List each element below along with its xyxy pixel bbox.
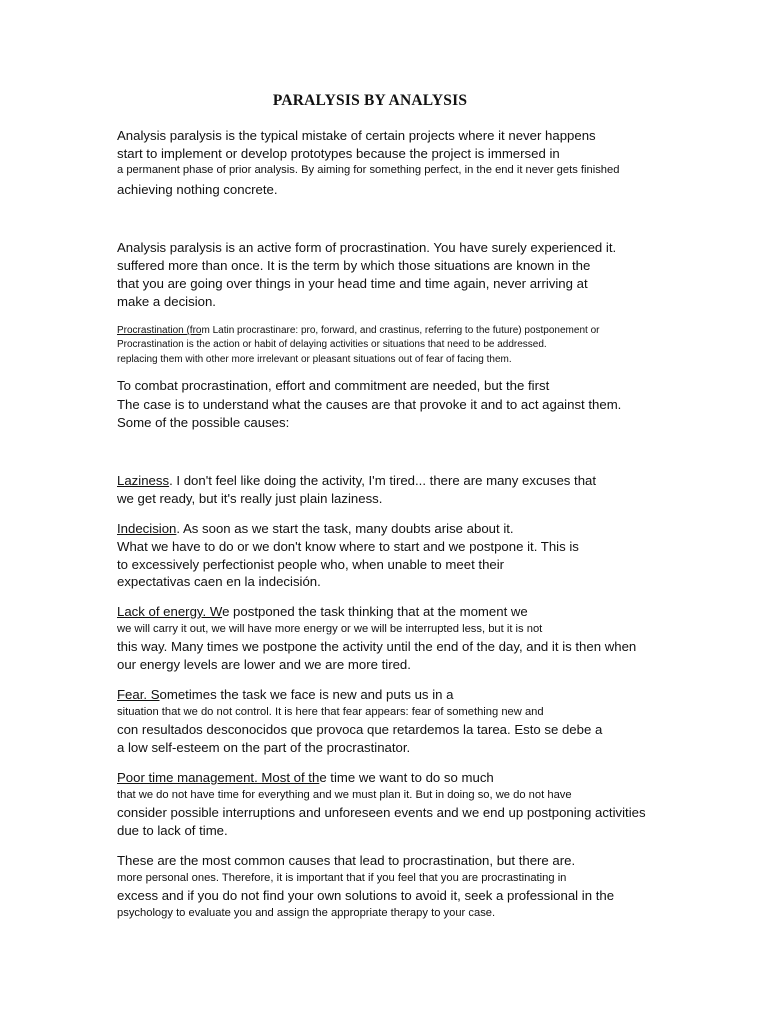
text-line: The case is to understand what the causes are that provoke it and to act against them. bbox=[117, 397, 622, 412]
cause-energy-term: Lack of energy. W bbox=[117, 604, 223, 619]
text-line: we will carry it out, we will have more energy or we will be interrupted less, but it is not bbox=[117, 623, 543, 635]
text-line: that you are going over things in your head time and time again, never arriving at bbox=[117, 276, 588, 291]
cause-fear-line: Fear. Sometimes the task we face is new and puts us in a bbox=[117, 687, 454, 702]
text-line: our energy levels are lower and we are more tired. bbox=[117, 657, 411, 672]
text-line: expectativas caen en la indecisión. bbox=[117, 574, 321, 589]
text-line: make a decision. bbox=[117, 294, 216, 309]
cause-time-term: Poor time management. Most of th bbox=[117, 770, 320, 785]
text-line: that we do not have time for everything and we must plan it. But in doing so, we do not have bbox=[117, 789, 572, 801]
text-line: achieving nothing concrete. bbox=[117, 182, 278, 197]
document-title: PARALYSIS BY ANALYSIS bbox=[272, 92, 468, 109]
definition-term: Procrastination (fro bbox=[117, 325, 202, 336]
text-line: Analysis paralysis is an active form of procrastination. You have surely experienced it. bbox=[117, 240, 617, 255]
text-line: These are the most common causes that lead to procrastination, but there are. bbox=[117, 853, 576, 868]
text-line: consider possible interruptions and unforeseen events and we end up postponing activities bbox=[117, 805, 646, 820]
definition-line: replacing them with other more irrelevant or pleasant situations out of fear of facing them. bbox=[117, 354, 512, 365]
cause-laziness-term: Laziness bbox=[117, 473, 170, 488]
cause-fear-term: Fear. S bbox=[117, 687, 160, 702]
text-line: due to lack of time. bbox=[117, 823, 228, 838]
text-line: To combat procrastination, effort and commitment are needed, but the first bbox=[117, 378, 550, 393]
text-line: start to implement or develop prototypes because the project is immersed in bbox=[117, 146, 560, 161]
text-line: this way. Many times we postpone the activity until the end of the day, and it is then when bbox=[117, 639, 637, 654]
definition-line: Procrastination is the action or habit of delaying activities or situations that need to be addressed. bbox=[117, 339, 547, 350]
cause-indecision-term: Indecision bbox=[117, 521, 177, 536]
definition-line: Procrastination (from Latin procrastinare: pro, forward, and crastinus, referring to the future) postponement or bbox=[117, 325, 600, 336]
text-line: psychology to evaluate you and assign the appropriate therapy to your case. bbox=[117, 907, 496, 919]
text-line: more personal ones. Therefore, it is important that if you feel that you are procrastinating in bbox=[117, 872, 567, 884]
text-line: Some of the possible causes: bbox=[117, 415, 290, 430]
text-line: situation that we do not control. It is here that fear appears: fear of something new and bbox=[117, 706, 544, 718]
text-line: we get ready, but it's really just plain laziness. bbox=[117, 491, 383, 506]
cause-indecision-line: Indecision. As soon as we start the task, many doubts arise about it. bbox=[117, 521, 514, 536]
text-line: a low self-esteem on the part of the procrastinator. bbox=[117, 740, 411, 755]
text-line: What we have to do or we don't know where to start and we postpone it. This is bbox=[117, 539, 579, 554]
text-line: con resultados desconocidos que provoca que retardemos la tarea. Esto se debe a bbox=[117, 722, 603, 737]
text-line: Analysis paralysis is the typical mistake of certain projects where it never happens bbox=[117, 128, 596, 143]
text-line: to excessively perfectionist people who, when unable to meet their bbox=[117, 557, 505, 572]
text-line: excess and if you do not find your own solutions to avoid it, seek a professional in the bbox=[117, 888, 615, 903]
text-line: a permanent phase of prior analysis. By aiming for something perfect, in the end it never gets finished bbox=[117, 164, 620, 176]
cause-laziness-line: Laziness. I don't feel like doing the activity, I'm tired... there are many excuses that bbox=[117, 473, 597, 488]
cause-energy-line: Lack of energy. We postponed the task thinking that at the moment we bbox=[117, 604, 528, 619]
cause-time-line: Poor time management. Most of the time we want to do so much bbox=[117, 770, 494, 785]
text-line: suffered more than once. It is the term by which those situations are known in the bbox=[117, 258, 591, 273]
